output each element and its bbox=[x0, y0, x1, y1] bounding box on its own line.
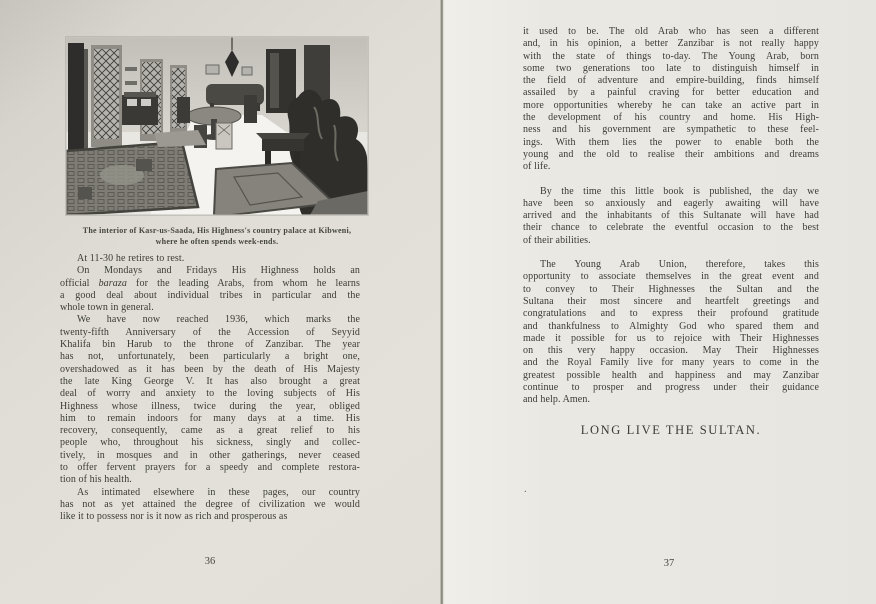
photo-caption bbox=[48, 225, 386, 247]
page-number-left: 36 bbox=[204, 556, 216, 567]
paragraph-baraza: On Mondays and Fridays His Highness holds an official baraza for the leading Arabs, from whom he learns a good deal about individual tribes in particular and the whole town in general. bbox=[60, 265, 360, 314]
long-live-the-sultan-heading: LONG LIVE THE SULTAN. bbox=[580, 423, 762, 437]
stray-ink-mark: . bbox=[524, 483, 527, 495]
left-page-text bbox=[60, 253, 360, 524]
paragraph-anniversary: We have now reached 1936, which marks the twenty-fifth Anniversary of the Accession of Seyyid Khalifa bin Harub to the throne of Zanzibar. The year has not, unfortunately, been particularly a bright one, overshadowed as it has been by the death of His Majesty the late King George V. It has also brought a great deal of worry and anxiety to the loving subjects of His Highness whose illness, twice during the year, obliged him to remain indoors for many days at a time. His recovery, consequently, came as a great relief to his people who, throughout his sickness, singly and collec- tively, in mosques and in other gatherings, never ceased to offer fervent prayers for a speedy and complete restora- tion of his health. bbox=[60, 314, 360, 486]
paragraph-retires: At 11-30 he retires to rest. bbox=[77, 253, 185, 264]
page-number-right: 37 bbox=[663, 558, 675, 569]
paragraph-little-book: By the time this little book is published, the day we have been so anxiously and eagerly awaiting will have arrived and the inhabitants of this Sultanate will have had their chance to celebrate the eventful occasion to the best of their abilities. bbox=[523, 185, 819, 246]
paragraph-young-arab-union: The Young Arab Union, therefore, takes this opportunity to associate themselves in the great event and to convey to Their Highnesses the Sultan and the Sultana their most sincere and heartfelt greetings and congratulations and to express their profound gratitude and thankfulness to Almighty God who spared them and made it possible for us to rejoice with Their Highnesses on this very happy occasion. May Their Highnesses and the Royal Family live for many years to come in the greatest possible health and happiness and may Zanzibar continue to prosper and progress under their guidance and help. Amen. bbox=[523, 259, 819, 406]
paragraph-civilization: As intimated elsewhere in these pages, our country has not as yet attained the degree of civilization we would like it to possess nor is it now as rich and prosperous as bbox=[60, 486, 360, 523]
palace-interior-photo bbox=[66, 37, 368, 215]
right-page-text bbox=[523, 26, 819, 419]
photo-caption-line2: where he often spends week-ends. bbox=[155, 237, 279, 246]
photo-caption-line1: The interior of Kasr-us-Saada, His Highness's country palace at Kibweni, bbox=[82, 226, 352, 235]
palace-interior-photo-graphic bbox=[66, 37, 368, 215]
paragraph-old-arab: it used to be. The old Arab who has seen a different and, in his opinion, a better Zanzibar is not really happy with the state of things to-day. The Young Arab, born some two generations too late to distinguish himself in the field of adventure and empire-building, finds himself assailed by a painful craving for better education and more opportunities whereby he can take an active part in the development of his country and home. His High- ness and his government are sympathetic to these feel- ings. With them lies the power to enable both the young and the old to realise their ambitions and dreams of life. bbox=[523, 26, 819, 173]
